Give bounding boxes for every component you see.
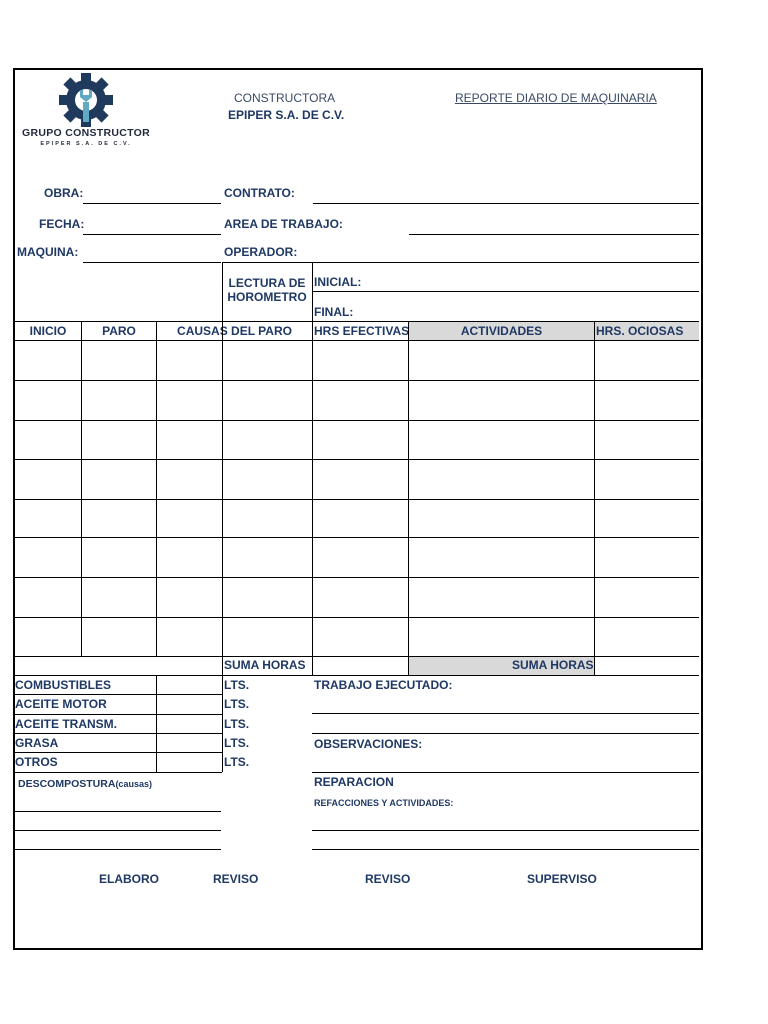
- otros-label: OTROS: [15, 755, 58, 769]
- maquina-line[interactable]: [83, 262, 221, 263]
- descompostura-line[interactable]: [13, 811, 221, 812]
- operador-label: OPERADOR:: [224, 245, 298, 259]
- maquina-label: MAQUINA:: [17, 245, 79, 259]
- trabajo-line[interactable]: [312, 733, 699, 734]
- obra-line[interactable]: [83, 203, 221, 204]
- logo-name: GRUPO CONSTRUCTOR: [22, 127, 150, 139]
- area-line[interactable]: [409, 234, 699, 235]
- company-line-1: CONSTRUCTORA: [234, 91, 336, 105]
- elaboro-label: ELABORO: [99, 872, 159, 886]
- fecha-line[interactable]: [83, 234, 221, 235]
- combustibles-label: COMBUSTIBLES: [15, 678, 111, 692]
- refacciones-label: REFACCIONES Y ACTIVIDADES:: [314, 798, 454, 808]
- table-row: [13, 656, 699, 657]
- company-logo: [15, 70, 157, 156]
- table-row: [13, 380, 699, 381]
- col-hrs-ociosas: HRS. OCIOSAS: [596, 324, 684, 338]
- reviso-label-2: REVISO: [365, 872, 411, 886]
- col-actividades: ACTIVIDADES: [460, 324, 543, 338]
- aceite-motor-label: ACEITE MOTOR: [15, 697, 107, 711]
- descompostura-text: DESCOMPOSTURA: [18, 778, 116, 790]
- fecha-label: FECHA:: [39, 217, 85, 231]
- final-label: FINAL:: [314, 305, 354, 319]
- suma-horas-label-2: SUMA HORAS: [512, 658, 594, 672]
- col-paro: PARO: [102, 324, 136, 338]
- table-row: [13, 537, 699, 538]
- observaciones-line[interactable]: [312, 772, 699, 773]
- lts-unit: LTS.: [224, 697, 250, 711]
- report-title: REPORTE DIARIO DE MAQUINARIA: [455, 91, 657, 105]
- col-inicio: INICIO: [29, 324, 67, 338]
- descompostura-line[interactable]: [13, 830, 221, 831]
- table-row: [13, 617, 699, 618]
- col-causas: CAUSAS DEL PARO: [177, 324, 292, 338]
- reparacion-line[interactable]: [312, 830, 699, 831]
- contrato-line[interactable]: [313, 203, 699, 204]
- contrato-label: CONTRATO:: [224, 186, 295, 200]
- trabajo-ejecutado-label: TRABAJO EJECUTADO:: [314, 678, 453, 692]
- causas-text: (causas): [115, 779, 152, 789]
- lts-unit: LTS.: [224, 736, 250, 750]
- table-row: [13, 420, 699, 421]
- table-row: [13, 577, 699, 578]
- lectura-label: [224, 276, 310, 304]
- reparacion-label: REPARACION: [314, 775, 394, 789]
- descompostura-label: [18, 777, 152, 791]
- inicial-line[interactable]: [312, 291, 699, 292]
- reviso-label-1: REVISO: [213, 872, 259, 886]
- obra-label: OBRA:: [44, 186, 84, 200]
- lectura-line-1: LECTURA DE: [228, 276, 306, 290]
- suma-horas-label-1: SUMA HORAS: [224, 658, 306, 672]
- lts-unit: LTS.: [224, 717, 250, 731]
- reparacion-line[interactable]: [312, 849, 699, 850]
- trabajo-line[interactable]: [312, 713, 699, 714]
- operador-line[interactable]: [222, 262, 699, 263]
- descompostura-line[interactable]: [13, 849, 221, 850]
- logo-subtitle: EPIPER S.A. DE C.V.: [40, 141, 132, 147]
- superviso-label: SUPERVISO: [527, 872, 597, 886]
- observaciones-label: OBSERVACIONES:: [314, 737, 423, 751]
- lectura-line-2: HOROMETRO: [227, 290, 307, 304]
- lts-unit: LTS.: [224, 678, 250, 692]
- aceite-transm-label: ACEITE TRANSM.: [15, 717, 117, 731]
- company-line-2: EPIPER S.A. DE C.V.: [228, 108, 345, 122]
- lts-unit: LTS.: [224, 755, 250, 769]
- table-row: [13, 499, 699, 500]
- col-hrs-efectivas: HRS EFECTIVAS: [314, 324, 410, 338]
- area-label: AREA DE TRABAJO:: [224, 217, 343, 231]
- grasa-label: GRASA: [15, 736, 59, 750]
- inicial-label: INICIAL:: [314, 275, 362, 289]
- form-frame: [13, 68, 703, 950]
- table-row: [13, 459, 699, 460]
